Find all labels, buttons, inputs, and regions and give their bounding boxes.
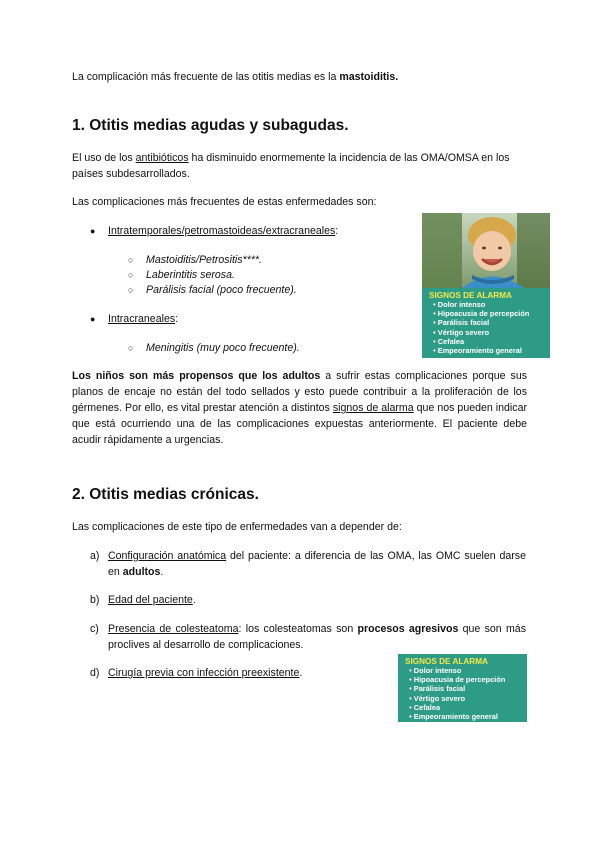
alarm-signs-box-2 [398, 654, 527, 722]
alarm-item: • Dolor intenso [433, 300, 486, 309]
child-photo [422, 213, 550, 288]
alarm-item: • Empeoramiento general [409, 712, 498, 722]
list-item-configuracion: Configuración anatómica del paciente: a diferencia de las OMA, las OMC suelen darse en adultos. [108, 550, 526, 578]
sub-item-mastoiditis: Mastoiditis/Petrositis****. [146, 254, 262, 266]
list-letter: c) [90, 623, 99, 635]
alarm-item: • Vértigo severo [433, 327, 490, 337]
list-item-colesteatoma: Presencia de colesteatoma: los colesteatomas son procesos agresivos que son más proclives al desarrollo de complicaciones. [108, 623, 526, 651]
alarm-item: • Hipoacusia de percepción [409, 675, 506, 685]
intro-paragraph: La complicación más frecuente de las otitis medias es la mastoiditis. [72, 71, 399, 83]
section1-heading: 1. Otitis medias agudas y subagudas. [72, 117, 349, 134]
alarm-item: • Parálisis facial [433, 318, 490, 328]
sub-bullet-circle-icon: ○ [128, 255, 134, 265]
section2-heading: 2. Otitis medias crónicas. [72, 486, 259, 503]
sub-bullet-circle-icon: ○ [128, 343, 134, 353]
section1-paragraph2: Las complicaciones más frecuentes de estas enfermedades son: [72, 196, 377, 208]
bullet-intracraneales: Intracraneales: [108, 313, 179, 325]
child-photo-illustration [422, 213, 550, 288]
alarm-signs-box [422, 288, 550, 358]
sub-item-meningitis: Meningitis (muy poco frecuente). [146, 342, 300, 354]
alarm-item: • Hipoacusia de percepción [433, 309, 530, 319]
section1-paragraph1: El uso de los antibióticos ha disminuido enormemente la incidencia de las OMA/OMSA en los países subdesarrollados. [72, 152, 510, 180]
alarm-box-title: SIGNOS DE ALARMA [429, 291, 512, 300]
alarm-item: • Cefalea [409, 702, 441, 712]
list-letter: a) [90, 550, 100, 562]
bullet-disc-icon: ● [90, 226, 96, 236]
alarm-item: • Vértigo severo [409, 693, 466, 703]
section2-paragraph1: Las complicaciones de este tipo de enfermedades van a depender de: [72, 521, 402, 533]
sub-item-laberintitis: Laberintitis serosa. [146, 269, 235, 281]
bullet-intratemporales: Intratemporales/petromastoideas/extracraneales: [108, 225, 339, 237]
alarm-item: • Dolor intenso [409, 666, 462, 675]
list-letter: d) [90, 667, 100, 679]
alarm-item: • Parálisis facial [409, 684, 466, 694]
sub-bullet-circle-icon: ○ [128, 285, 134, 295]
alarm-item: • Cefalea [433, 336, 465, 346]
list-item-cirugia: Cirugía previa con infección preexistente. [108, 667, 303, 679]
alarm-item: • Empeoramiento general [433, 346, 522, 356]
sub-item-paralisis: Parálisis facial (poco frecuente). [146, 284, 297, 296]
section1-paragraph3: Los niños son más propensos que los adultos a sufrir estas complicaciones porque sus planos de encaje no están del todo sellados y esto puede contribuir a la proliferación de los gérmenes. Por ello, es vital prestar atención a distintos signos de alarma que nos pueden indicar que está ocurriendo una de las complicaciones expuestas anteriormente. El paciente debe acudir rápidamente a urgencias. [72, 370, 528, 446]
alarm-box-title: SIGNOS DE ALARMA [405, 657, 488, 666]
sub-bullet-circle-icon: ○ [128, 270, 134, 280]
list-letter: b) [90, 594, 100, 606]
signos-de-alarma-link[interactable]: signos de alarma [332, 402, 414, 414]
bullet-disc-icon: ● [90, 314, 96, 324]
list-item-edad: Edad del paciente. [108, 594, 196, 606]
antibioticos-link[interactable]: antibióticos [135, 152, 189, 164]
